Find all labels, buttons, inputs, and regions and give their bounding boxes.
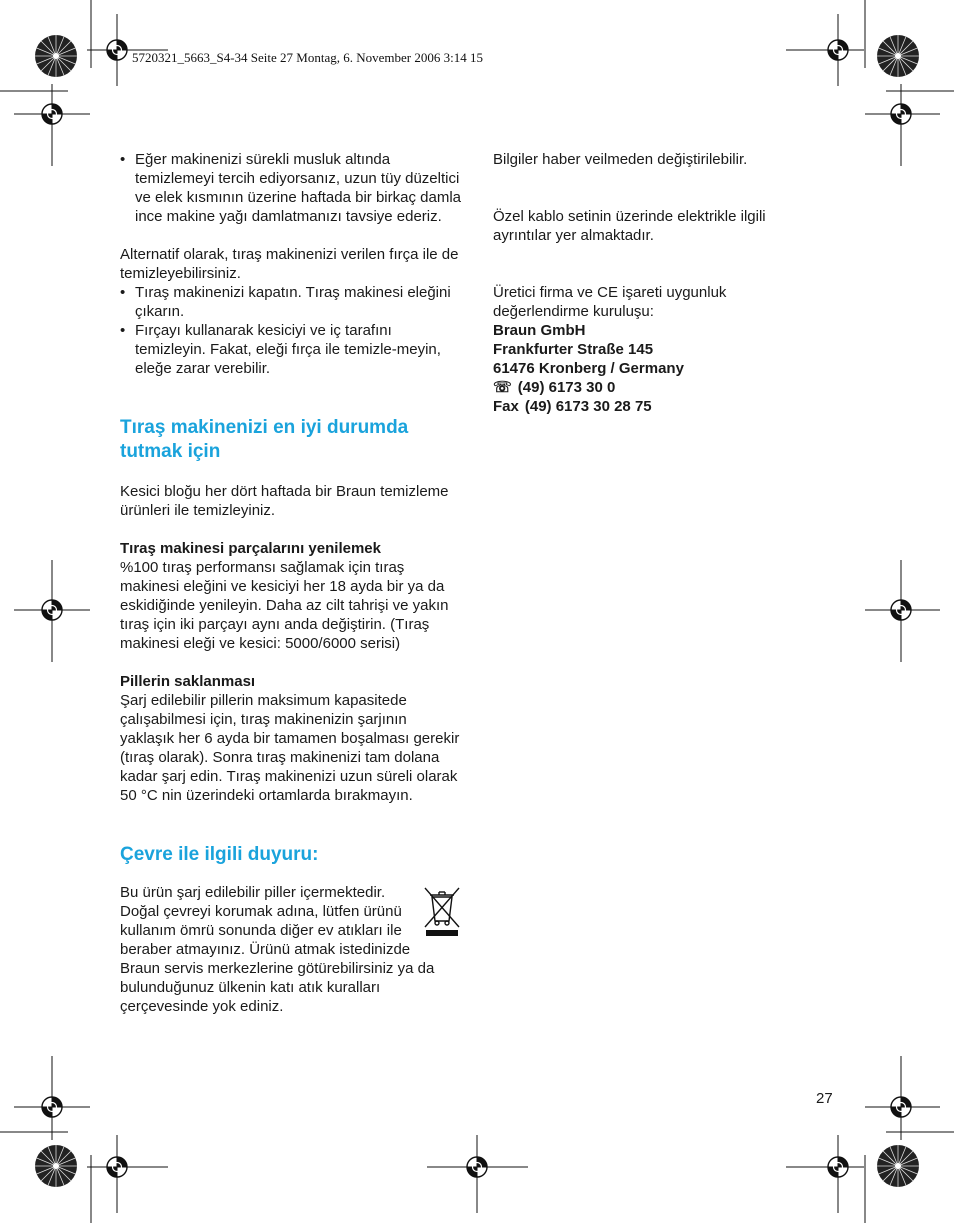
right-column <box>493 150 813 416</box>
bullet-switch-off: • Tıraş makinenizi kapatın. Tıraş makinesi eleğini çıkarın. <box>120 283 462 321</box>
phone-icon: ☏ <box>493 379 512 396</box>
company-name: Braun GmbH <box>493 322 586 339</box>
environment-block <box>120 883 462 1016</box>
parts-text: %100 tıraş performansı sağlamak için tıraş makinesi eleğini ve kesiciyi her 18 ayda bir ya da eskidiğinde yenileyin. Daha az cilt tahrişi ve yakın tıraş için iki parçayı aynı anda değiştirin. (Tıraş makinesi eleği ve kesici: 5000/6000 serisi) <box>120 559 449 652</box>
left-column <box>120 150 462 1016</box>
company-street: Frankfurter Straße 145 <box>493 341 654 358</box>
subheading-batteries: Pillerin saklanması <box>120 673 256 690</box>
weee-icon <box>422 883 462 939</box>
fax-number: (49) 6173 30 28 75 <box>524 398 652 415</box>
environment-text: Bu ürün şarj edilebilir piller içermektedir. Doğal çevreyi korumak adına, lütfen ürünü kullanım ömrü sonunda diğer ev atıkları ile beraber atmayınız. Ürünü atmak istedinizde Braun servis merkezlerine götürebilirsiniz ya da bulunduğunuz ülkenin katı atık kuralları çerçevesinde yok ediniz. <box>120 884 435 1015</box>
heading-keep-in-shape: Tıraş makinenizi en iyi durumda tutmak için <box>120 417 409 462</box>
print-slug: 5720321_5663_S4-34 Seite 27 Montag, 6. November 2006 3:14 15 <box>132 50 483 65</box>
bullet-oil: • Eğer makinenizi sürekli musluk altında temizlemeyi tercih ediyorsanız, uzun tüy düzeltici ve elek kısmının üzerine haftada bir birkaç damla ince makine yağı damlatmanızı tavsiye ederiz. <box>120 150 462 226</box>
phone-number: (49) 6173 30 0 <box>517 379 616 396</box>
cable-text: Özel kablo setinin üzerinde elektrikle ilgili ayrıntılar yer almaktadır. <box>493 208 766 244</box>
company-city: 61476 Kronberg / Germany <box>493 360 684 377</box>
phone-line <box>493 378 813 397</box>
heading-environment: Çevre ile ilgili duyuru: <box>120 844 319 865</box>
bullet-brush: • Fırçayı kullanarak kesiciyi ve iç tarafını temizleyin. Fakat, eleği fırça ile temizle-meyin, eleğe zarar verebilir. <box>120 321 462 378</box>
notice-text: Bilgiler haber veilmeden değiştirilebilir. <box>493 151 748 168</box>
subheading-replace-parts: Tıraş makinesi parçalarını yenilemek <box>120 540 381 557</box>
alt-intro: Alternatif olarak, tıraş makinenizi verilen fırça ile de temizleyebilirsiniz. <box>120 246 459 282</box>
fax-label: Fax <box>493 398 519 415</box>
fax-line <box>493 397 813 416</box>
page-number: 27 <box>816 1090 833 1107</box>
cutter-text: Kesici bloğu her dört haftada bir Braun temizleme ürünleri ile temizleyiniz. <box>120 483 449 519</box>
batteries-text: Şarj edilebilir pillerin maksimum kapasitede çalışabilmesi için, tıraş makinenizin şarjının yaklaşık her 6 ayda bir tamamen boşalması gerekir (tıraş olarak). Sonra tıraş makinenizi tam dolana kadar şarj edin. Tıraş makinenizi uzun süreli olarak 50 °C nin üzerindeki ortamlarda bırakmayın. <box>120 692 460 804</box>
manufacturer-intro: Üretici firma ve CE işareti uygunluk değerlendirme kuruluşu: <box>493 284 727 320</box>
